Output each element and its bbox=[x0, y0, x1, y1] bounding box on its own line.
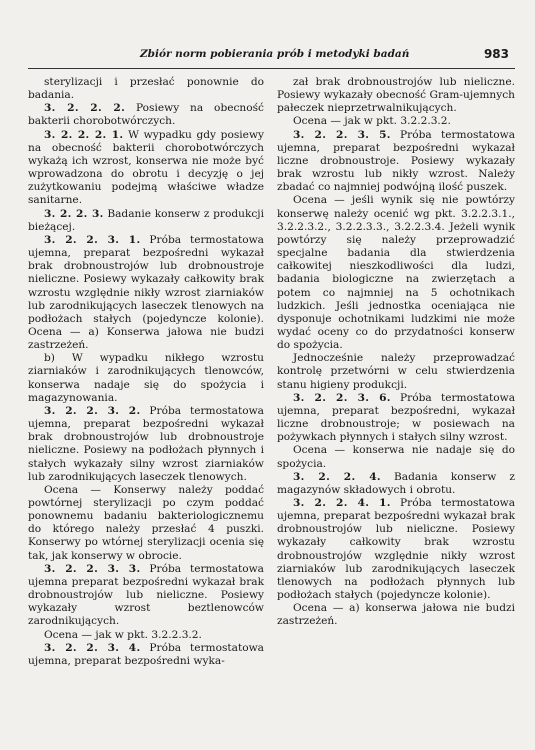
paragraph bbox=[28, 405, 264, 484]
paragraph bbox=[28, 642, 264, 668]
paragraph bbox=[277, 194, 515, 352]
paragraph bbox=[277, 497, 515, 602]
paragraph bbox=[28, 76, 264, 102]
section-number: 3. 2. 2. 3. 2. bbox=[44, 404, 141, 417]
paragraph bbox=[28, 129, 264, 208]
paragraph-text: Próba termostatowa ujemna, preparat bezpośredni wykazał brak drobnoustrojów lub drobnoustroje nieliczne. Posiewy wykazały całkowity brak wzrostu względnie nikły wzrost ziarniaków lub zarodnikujących laseczek tlenowych na podłożach stałych (pojedyncze kolonie). Ocena — a) Konserwa jałowa nie budzi zastrzeżeń. bbox=[28, 233, 265, 352]
paragraph-text: Próba termostatowa ujemna, preparat bezpośredni wyka- bbox=[28, 641, 265, 667]
paragraph bbox=[277, 392, 515, 445]
page-header bbox=[28, 44, 515, 64]
section-number: 3. 2. 2. 4. bbox=[293, 470, 381, 483]
paragraph-text: b) W wypadku nikłego wzrostu ziarniaków i zarodnikujących tlenowców, konserwa nadaje się do spożycia i magazynowania. bbox=[28, 352, 264, 404]
paragraph-text: Ocena — Konserwy należy poddać powtórnej sterylizacji po czym poddać ponownemu badaniu bakteriologicznemu do którego należy przesłać 4 puszki. Konserwy po wtórnej sterylizacji ocenia się tak, jak konserwy w obrocie. bbox=[28, 483, 264, 562]
paragraph-text: Próba termostatowa ujemna, preparat bezpośredni, wykazał liczne drobnoustroje; w posiewach na pożywkach płynnych i stałych silny wzrost. bbox=[277, 391, 516, 444]
section-number: 3. 2. 2. 2. bbox=[44, 102, 126, 115]
section-number: 3. 2. 2. 3. bbox=[44, 207, 104, 220]
section-number: 3. 2. 2. 3. 1. bbox=[44, 233, 141, 246]
paragraph-text: Badania konserw z magazynów składowych i obrotu. bbox=[277, 470, 515, 496]
paragraph bbox=[28, 563, 264, 629]
paragraph bbox=[277, 76, 515, 115]
paragraph-text: Badanie konserw z produkcji bieżącej. bbox=[28, 207, 264, 233]
paragraph bbox=[28, 208, 264, 234]
section-number: 3. 2. 2. 2. 1. bbox=[44, 128, 124, 141]
section-number: 3. 2. 2. 3. 5. bbox=[293, 128, 391, 141]
paragraph-text: Ocena — konserwa nie nadaje się do spożycia. bbox=[277, 444, 515, 470]
paragraph-text: Ocena — jeśli wynik się nie powtórzy konserwę należy ocenić wg pkt. 3.2.2.3.1., 3.2.2.3.2., 3.2.2.3.3., 3.2.2.3.4. Jeżeli wynik powtórzy się należy przeprowadzić specjalne badania dla stwierdzenia całkowitej nieszkodliwości dla ludzi, badania biologiczne na zwierzętach a potem co najmniej na 5 ochotnikach ludzkich. Jeśli jednostka oceniająca nie dysponuje ochotnikami ludzkimi nie może wydać oceny co do przydatności konserw do spożycia. bbox=[277, 194, 515, 352]
right-column bbox=[277, 76, 515, 629]
paragraph bbox=[277, 602, 515, 628]
section-number: 3. 2. 2. 3. 4. bbox=[44, 641, 141, 654]
paragraph-text: Ocena — a) konserwa jałowa nie budzi zastrzeżeń. bbox=[277, 602, 515, 628]
paragraph-text: Próba termostatowa ujemna, preparat bezpośredni wykazał brak drobnoustrojów lub drobnoustroje nieliczne. Posiewy na podłożach płynnych i stałych wykazały silny wzrost ziarniaków lub zarodnikujących laseczek tlenowych. bbox=[28, 404, 265, 483]
paragraph-text: sterylizacji i przesłać ponownie do badania. bbox=[28, 76, 264, 102]
paragraph-text: Próba termostatowa ujemna, preparat bezpośredni wykazał liczne drobnoustroje. Posiewy wykazały brak wzrostu lub nikły wzrost. Należy zbadać co najmniej podwójną ilość puszek. bbox=[277, 128, 516, 194]
paragraph bbox=[28, 352, 264, 405]
paragraph bbox=[28, 234, 264, 352]
paragraph-text: Ocena — jak w pkt. 3.2.2.3.2. bbox=[44, 628, 202, 641]
section-number: 3. 2. 2. 4. 1. bbox=[293, 497, 391, 509]
paragraph-text: Posiewy na obecność bakterii chorobotwórczych. bbox=[28, 102, 264, 128]
paragraph-text: zał brak drobnoustrojów lub nieliczne. Posiewy wykazały obecność Gram-ujemnych pałeczek nieprzetrwalnikujących. bbox=[277, 76, 515, 115]
running-title: Zbiór norm pobierania prób i metodyki badań bbox=[140, 48, 410, 60]
paragraph bbox=[277, 471, 515, 497]
paragraph-text: W wypadku gdy posiewy na obecność bakterii chorobotwórczych wykażą ich wzrost, konserwa nie może być wprowadzona do obrotu i decyzję o jej zużytkowaniu podejmą właściwe władze sanitarne. bbox=[28, 128, 264, 207]
paragraph bbox=[277, 115, 515, 128]
header-rule bbox=[28, 68, 515, 69]
section-number: 3. 2. 2. 3. 6. bbox=[293, 391, 391, 404]
paragraph-text: Próba termostatowa ujemna, preparat bezpośredni wykazał brak drobnoustrojów lub nieliczne. Posiewy wykazały całkowity brak wzrostu drobnoustrojów względnie nikły wzrost ziarniaków lub zarodnikujących laseczek tlenowych na podłożach płynnych lub podłożach stałych (pojedyncze kolonie). bbox=[277, 497, 516, 602]
paragraph-text: Ocena — jak w pkt. 3.2.2.3.2. bbox=[293, 115, 451, 128]
paragraph bbox=[277, 444, 515, 470]
paragraph-text: Jednocześnie należy przeprowadzać kontrolę przetwórni w celu stwierdzenia stanu higieny produkcji. bbox=[277, 352, 515, 391]
left-column bbox=[28, 76, 264, 668]
paragraph bbox=[277, 129, 515, 195]
paragraph bbox=[28, 484, 264, 563]
paragraph bbox=[28, 629, 264, 642]
page-number: 983 bbox=[483, 47, 509, 61]
paragraph bbox=[277, 352, 515, 391]
paragraph bbox=[28, 102, 264, 128]
section-number: 3. 2. 2. 3. 3. bbox=[44, 562, 141, 575]
paragraph-text: Próba termostatowa ujemna preparat bezpośredni wykazał brak drobnoustrojów lub nieliczne. Posiewy wykazały wzrost beztlenowców zarodnikujących. bbox=[28, 562, 265, 628]
